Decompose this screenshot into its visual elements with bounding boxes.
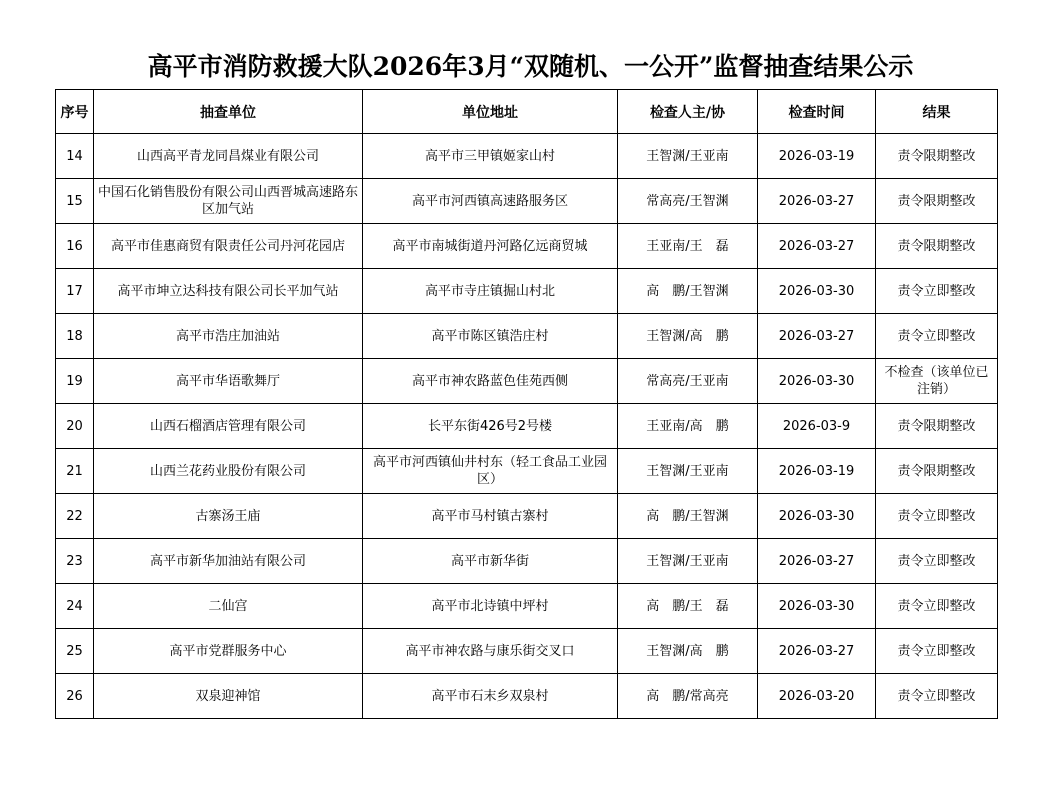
header-address: 单位地址 <box>363 90 618 134</box>
cell-inspectors: 王智渊/高 鹏 <box>618 314 758 359</box>
cell-address: 高平市南城街道丹河路亿远商贸城 <box>363 224 618 269</box>
cell-unit: 古寨汤王庙 <box>94 494 363 539</box>
table-row <box>56 224 998 269</box>
cell-inspectors: 高 鹏/王智渊 <box>618 269 758 314</box>
cell-unit: 山西高平青龙同昌煤业有限公司 <box>94 134 363 179</box>
cell-result: 责令限期整改 <box>876 134 998 179</box>
cell-unit: 高平市党群服务中心 <box>94 629 363 674</box>
cell-date: 2026-03-19 <box>758 449 876 494</box>
cell-address: 高平市神农路蓝色佳苑西侧 <box>363 359 618 404</box>
header-result: 结果 <box>876 90 998 134</box>
cell-address: 高平市河西镇仙井村东（轻工食品工业园区） <box>363 449 618 494</box>
cell-address: 高平市石末乡双泉村 <box>363 674 618 719</box>
cell-unit: 高平市佳惠商贸有限责任公司丹河花园店 <box>94 224 363 269</box>
cell-unit: 高平市浩庄加油站 <box>94 314 363 359</box>
cell-seq: 22 <box>56 494 94 539</box>
cell-seq: 15 <box>56 179 94 224</box>
table-row <box>56 134 998 179</box>
cell-address: 高平市神农路与康乐街交叉口 <box>363 629 618 674</box>
cell-date: 2026-03-27 <box>758 539 876 584</box>
cell-inspectors: 王智渊/高 鹏 <box>618 629 758 674</box>
table-row <box>56 629 998 674</box>
cell-date: 2026-03-27 <box>758 314 876 359</box>
table-row <box>56 404 998 449</box>
cell-seq: 24 <box>56 584 94 629</box>
cell-seq: 18 <box>56 314 94 359</box>
table-header-row <box>56 90 998 134</box>
cell-address: 高平市新华街 <box>363 539 618 584</box>
cell-date: 2026-03-30 <box>758 494 876 539</box>
cell-inspectors: 王智渊/王亚南 <box>618 449 758 494</box>
cell-date: 2026-03-27 <box>758 224 876 269</box>
table-row <box>56 359 998 404</box>
cell-address: 长平东街426号2号楼 <box>363 404 618 449</box>
cell-seq: 23 <box>56 539 94 584</box>
cell-result: 责令立即整改 <box>876 629 998 674</box>
inspection-results-table <box>55 89 998 719</box>
cell-seq: 21 <box>56 449 94 494</box>
table-row <box>56 584 998 629</box>
cell-inspectors: 高 鹏/王 磊 <box>618 584 758 629</box>
cell-result: 责令立即整改 <box>876 539 998 584</box>
cell-inspectors: 高 鹏/王智渊 <box>618 494 758 539</box>
header-unit: 抽查单位 <box>94 90 363 134</box>
cell-date: 2026-03-20 <box>758 674 876 719</box>
table-row <box>56 539 998 584</box>
cell-unit: 中国石化销售股份有限公司山西晋城高速路东区加气站 <box>94 179 363 224</box>
cell-address: 高平市陈区镇浩庄村 <box>363 314 618 359</box>
cell-result: 责令限期整改 <box>876 404 998 449</box>
table-row <box>56 314 998 359</box>
cell-result: 责令立即整改 <box>876 584 998 629</box>
cell-unit: 高平市新华加油站有限公司 <box>94 539 363 584</box>
cell-result: 责令限期整改 <box>876 179 998 224</box>
table-row <box>56 449 998 494</box>
cell-address: 高平市三甲镇姬家山村 <box>363 134 618 179</box>
cell-result: 责令立即整改 <box>876 494 998 539</box>
cell-address: 高平市马村镇古寨村 <box>363 494 618 539</box>
cell-date: 2026-03-19 <box>758 134 876 179</box>
cell-result: 不检查（该单位已注销） <box>876 359 998 404</box>
cell-address: 高平市河西镇高速路服务区 <box>363 179 618 224</box>
cell-unit: 二仙宫 <box>94 584 363 629</box>
cell-inspectors: 常高亮/王智渊 <box>618 179 758 224</box>
cell-result: 责令立即整改 <box>876 314 998 359</box>
cell-seq: 19 <box>56 359 94 404</box>
cell-date: 2026-03-9 <box>758 404 876 449</box>
cell-unit: 高平市坤立达科技有限公司长平加气站 <box>94 269 363 314</box>
cell-result: 责令限期整改 <box>876 449 998 494</box>
cell-inspectors: 王智渊/王亚南 <box>618 539 758 584</box>
cell-seq: 25 <box>56 629 94 674</box>
table-row <box>56 179 998 224</box>
cell-address: 高平市北诗镇中坪村 <box>363 584 618 629</box>
cell-date: 2026-03-30 <box>758 269 876 314</box>
cell-result: 责令立即整改 <box>876 269 998 314</box>
cell-seq: 26 <box>56 674 94 719</box>
cell-unit: 双泉迎神馆 <box>94 674 363 719</box>
cell-inspectors: 常高亮/王亚南 <box>618 359 758 404</box>
cell-seq: 14 <box>56 134 94 179</box>
cell-inspectors: 王智渊/王亚南 <box>618 134 758 179</box>
cell-seq: 16 <box>56 224 94 269</box>
cell-unit: 山西石榴酒店管理有限公司 <box>94 404 363 449</box>
cell-inspectors: 王亚南/王 磊 <box>618 224 758 269</box>
table-row <box>56 674 998 719</box>
page-title: 高平市消防救援大队2026年3月“双随机、一公开”监督抽查结果公示 <box>147 52 914 81</box>
table-row <box>56 494 998 539</box>
cell-date: 2026-03-27 <box>758 179 876 224</box>
cell-inspectors: 王亚南/高 鹏 <box>618 404 758 449</box>
header-seq: 序号 <box>56 90 94 134</box>
cell-date: 2026-03-30 <box>758 584 876 629</box>
cell-seq: 17 <box>56 269 94 314</box>
header-inspectors: 检查人主/协 <box>618 90 758 134</box>
cell-seq: 20 <box>56 404 94 449</box>
header-date: 检查时间 <box>758 90 876 134</box>
cell-address: 高平市寺庄镇掘山村北 <box>363 269 618 314</box>
cell-date: 2026-03-27 <box>758 629 876 674</box>
cell-inspectors: 高 鹏/常高亮 <box>618 674 758 719</box>
cell-unit: 高平市华语歌舞厅 <box>94 359 363 404</box>
cell-result: 责令限期整改 <box>876 224 998 269</box>
cell-unit: 山西兰花药业股份有限公司 <box>94 449 363 494</box>
cell-date: 2026-03-30 <box>758 359 876 404</box>
table-row <box>56 269 998 314</box>
cell-result: 责令立即整改 <box>876 674 998 719</box>
